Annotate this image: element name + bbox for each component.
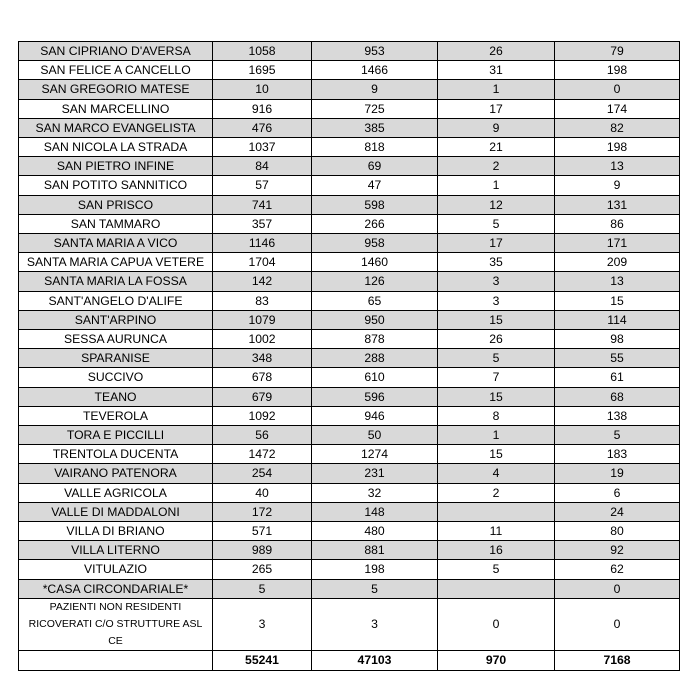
value-cell: 254 (213, 464, 312, 483)
value-cell: 878 (312, 330, 438, 349)
value-cell: 7 (438, 368, 555, 387)
table-row (19, 157, 680, 176)
table-row (19, 310, 680, 329)
value-cell: 68 (555, 387, 680, 406)
municipality-name-cell: TORA E PICCILLI (19, 426, 213, 445)
value-cell: 596 (312, 387, 438, 406)
value-cell: 35 (438, 253, 555, 272)
value-cell: 172 (213, 502, 312, 521)
value-cell: 198 (555, 61, 680, 80)
municipality-name-cell: SAN MARCO EVANGELISTA (19, 118, 213, 137)
value-cell: 31 (438, 61, 555, 80)
value-cell: 1037 (213, 138, 312, 157)
value-cell: 47 (312, 176, 438, 195)
value-cell: 15 (438, 310, 555, 329)
value-cell: 818 (312, 138, 438, 157)
value-cell: 3 (312, 598, 438, 650)
value-cell: 5 (555, 426, 680, 445)
value-cell: 92 (555, 541, 680, 560)
value-cell: 148 (312, 502, 438, 521)
value-cell: 881 (312, 541, 438, 560)
value-cell: 1146 (213, 234, 312, 253)
table-row (19, 406, 680, 425)
table-row (19, 330, 680, 349)
municipality-name-cell: VAIRANO PATENORA (19, 464, 213, 483)
municipality-name-cell: SAN NICOLA LA STRADA (19, 138, 213, 157)
municipality-name-cell: SANT'ANGELO D'ALIFE (19, 291, 213, 310)
value-cell: 946 (312, 406, 438, 425)
table-row (19, 253, 680, 272)
table-row (19, 118, 680, 137)
value-cell: 9 (312, 80, 438, 99)
value-cell: 79 (555, 42, 680, 61)
value-cell: 1274 (312, 445, 438, 464)
table-row (19, 579, 680, 598)
value-cell: 69 (312, 157, 438, 176)
municipality-name-cell: SANT'ARPINO (19, 310, 213, 329)
total-value-cell: 970 (438, 650, 555, 670)
value-cell: 26 (438, 42, 555, 61)
municipality-name-cell: SUCCIVO (19, 368, 213, 387)
value-cell: 15 (438, 387, 555, 406)
value-cell: 0 (555, 80, 680, 99)
table-row (19, 42, 680, 61)
total-label-cell (19, 650, 213, 670)
value-cell: 40 (213, 483, 312, 502)
table-row (19, 464, 680, 483)
value-cell: 65 (312, 291, 438, 310)
value-cell: 8 (438, 406, 555, 425)
municipality-name-cell: TEANO (19, 387, 213, 406)
table-row (19, 234, 680, 253)
value-cell: 1058 (213, 42, 312, 61)
value-cell: 1460 (312, 253, 438, 272)
value-cell: 958 (312, 234, 438, 253)
value-cell: 80 (555, 522, 680, 541)
value-cell: 82 (555, 118, 680, 137)
value-cell: 1002 (213, 330, 312, 349)
value-cell: 989 (213, 541, 312, 560)
value-cell: 126 (312, 272, 438, 291)
value-cell: 725 (312, 99, 438, 118)
value-cell: 0 (438, 598, 555, 650)
value-cell: 13 (555, 157, 680, 176)
municipality-name-cell: SAN TAMMARO (19, 214, 213, 233)
table-row (19, 368, 680, 387)
value-cell: 2 (438, 483, 555, 502)
table-row (19, 291, 680, 310)
value-cell: 953 (312, 42, 438, 61)
value-cell: 1472 (213, 445, 312, 464)
municipality-name-cell: *CASA CIRCONDARIALE* (19, 579, 213, 598)
value-cell: 50 (312, 426, 438, 445)
municipality-name-cell: PAZIENTI NON RESIDENTI RICOVERATI C/O STRUTTURE ASL CE (19, 598, 213, 650)
value-cell: 480 (312, 522, 438, 541)
value-cell: 0 (555, 579, 680, 598)
value-cell: 571 (213, 522, 312, 541)
total-value-cell: 55241 (213, 650, 312, 670)
municipality-name-cell: VITULAZIO (19, 560, 213, 579)
totals-row (19, 650, 680, 670)
table-row (19, 61, 680, 80)
value-cell: 3 (213, 598, 312, 650)
value-cell: 61 (555, 368, 680, 387)
table-row (19, 483, 680, 502)
value-cell: 4 (438, 464, 555, 483)
value-cell: 741 (213, 195, 312, 214)
value-cell: 5 (213, 579, 312, 598)
municipality-name-cell: TRENTOLA DUCENTA (19, 445, 213, 464)
value-cell: 174 (555, 99, 680, 118)
table-row (19, 502, 680, 521)
table-row (19, 445, 680, 464)
value-cell: 142 (213, 272, 312, 291)
data-table-container (18, 41, 679, 671)
value-cell: 84 (213, 157, 312, 176)
value-cell: 11 (438, 522, 555, 541)
municipality-name-cell: TEVEROLA (19, 406, 213, 425)
value-cell: 138 (555, 406, 680, 425)
value-cell: 24 (555, 502, 680, 521)
value-cell: 0 (555, 598, 680, 650)
value-cell: 26 (438, 330, 555, 349)
table-row (19, 214, 680, 233)
value-cell: 17 (438, 234, 555, 253)
value-cell: 62 (555, 560, 680, 579)
municipality-name-cell: VILLA DI BRIANO (19, 522, 213, 541)
value-cell (438, 579, 555, 598)
value-cell: 598 (312, 195, 438, 214)
municipality-name-cell: SANTA MARIA CAPUA VETERE (19, 253, 213, 272)
value-cell: 5 (438, 214, 555, 233)
value-cell: 16 (438, 541, 555, 560)
value-cell: 56 (213, 426, 312, 445)
municipality-name-cell: SANTA MARIA A VICO (19, 234, 213, 253)
value-cell: 9 (438, 118, 555, 137)
table-row (19, 541, 680, 560)
value-cell: 288 (312, 349, 438, 368)
table-row (19, 195, 680, 214)
municipality-name-cell: SAN FELICE A CANCELLO (19, 61, 213, 80)
value-cell: 198 (312, 560, 438, 579)
value-cell: 98 (555, 330, 680, 349)
value-cell: 2 (438, 157, 555, 176)
table-row-non-resident-patients (19, 598, 680, 650)
municipality-name-cell: SAN PIETRO INFINE (19, 157, 213, 176)
value-cell: 21 (438, 138, 555, 157)
value-cell: 57 (213, 176, 312, 195)
municipality-name-cell: SESSA AURUNCA (19, 330, 213, 349)
value-cell: 1079 (213, 310, 312, 329)
municipality-name-cell: SAN POTITO SANNITICO (19, 176, 213, 195)
table-row (19, 349, 680, 368)
value-cell: 15 (438, 445, 555, 464)
value-cell: 5 (312, 579, 438, 598)
municipality-name-cell: SAN PRISCO (19, 195, 213, 214)
table-row (19, 522, 680, 541)
value-cell: 5 (438, 349, 555, 368)
value-cell: 55 (555, 349, 680, 368)
value-cell (438, 502, 555, 521)
value-cell: 86 (555, 214, 680, 233)
value-cell: 1 (438, 426, 555, 445)
value-cell: 385 (312, 118, 438, 137)
value-cell: 1 (438, 176, 555, 195)
municipality-name-cell: VILLA LITERNO (19, 541, 213, 560)
value-cell: 357 (213, 214, 312, 233)
table-body (19, 42, 680, 671)
value-cell: 13 (555, 272, 680, 291)
value-cell: 6 (555, 483, 680, 502)
value-cell: 476 (213, 118, 312, 137)
value-cell: 3 (438, 291, 555, 310)
value-cell: 17 (438, 99, 555, 118)
municipality-name-cell: SPARANISE (19, 349, 213, 368)
table-row (19, 272, 680, 291)
value-cell: 610 (312, 368, 438, 387)
municipality-name-cell: SAN GREGORIO MATESE (19, 80, 213, 99)
value-cell: 916 (213, 99, 312, 118)
value-cell: 131 (555, 195, 680, 214)
value-cell: 198 (555, 138, 680, 157)
table-row (19, 176, 680, 195)
value-cell: 3 (438, 272, 555, 291)
total-value-cell: 47103 (312, 650, 438, 670)
value-cell: 171 (555, 234, 680, 253)
value-cell: 10 (213, 80, 312, 99)
table-row (19, 387, 680, 406)
municipality-name-cell: SANTA MARIA LA FOSSA (19, 272, 213, 291)
value-cell: 679 (213, 387, 312, 406)
value-cell: 183 (555, 445, 680, 464)
value-cell: 32 (312, 483, 438, 502)
table-row (19, 99, 680, 118)
total-value-cell: 7168 (555, 650, 680, 670)
value-cell: 9 (555, 176, 680, 195)
value-cell: 231 (312, 464, 438, 483)
value-cell: 15 (555, 291, 680, 310)
value-cell: 266 (312, 214, 438, 233)
value-cell: 5 (438, 560, 555, 579)
value-cell: 348 (213, 349, 312, 368)
value-cell: 265 (213, 560, 312, 579)
table-row (19, 560, 680, 579)
value-cell: 1704 (213, 253, 312, 272)
value-cell: 19 (555, 464, 680, 483)
table-row (19, 138, 680, 157)
value-cell: 12 (438, 195, 555, 214)
value-cell: 1092 (213, 406, 312, 425)
value-cell: 83 (213, 291, 312, 310)
table-row (19, 426, 680, 445)
value-cell: 209 (555, 253, 680, 272)
municipality-name-cell: SAN CIPRIANO D'AVERSA (19, 42, 213, 61)
value-cell: 678 (213, 368, 312, 387)
municipality-name-cell: VALLE AGRICOLA (19, 483, 213, 502)
table-row (19, 80, 680, 99)
value-cell: 1695 (213, 61, 312, 80)
value-cell: 1466 (312, 61, 438, 80)
value-cell: 114 (555, 310, 680, 329)
value-cell: 1 (438, 80, 555, 99)
value-cell: 950 (312, 310, 438, 329)
municipality-cases-table (18, 41, 680, 671)
municipality-name-cell: SAN MARCELLINO (19, 99, 213, 118)
municipality-name-cell: VALLE DI MADDALONI (19, 502, 213, 521)
